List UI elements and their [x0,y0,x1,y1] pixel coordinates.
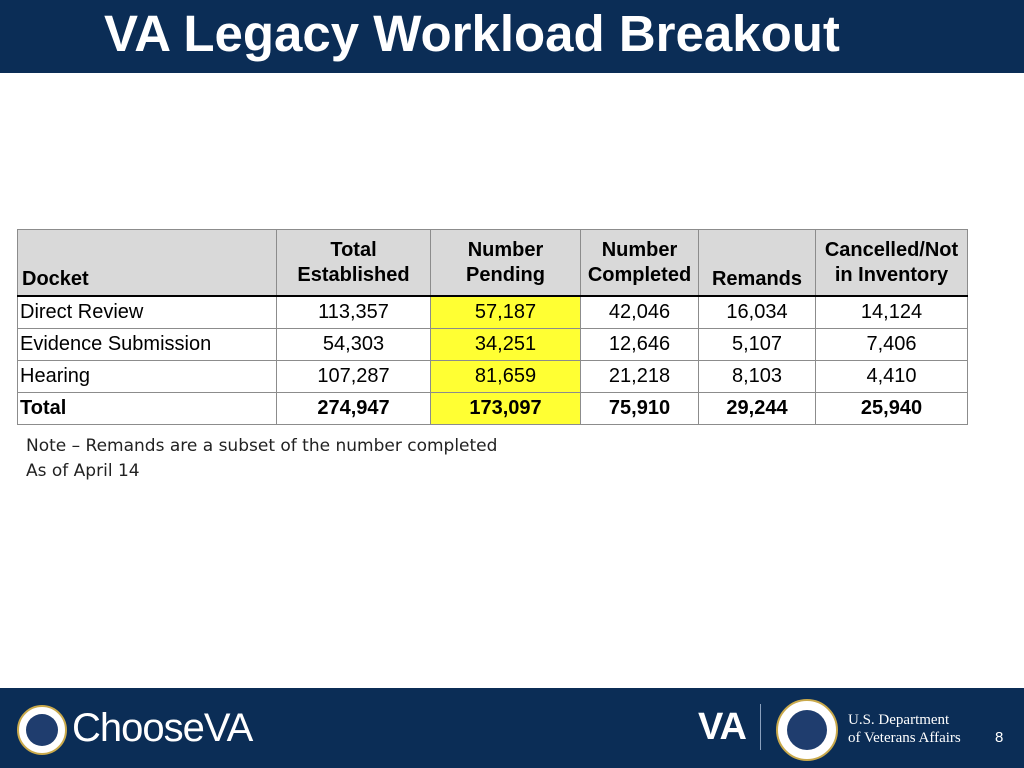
cell-docket: Evidence Submission [18,329,277,361]
cell-number-pending: 173,097 [431,393,581,425]
choose-va-logo [72,703,252,753]
department-seal-icon [776,699,838,761]
note-remands: Note – Remands are a subset of the number completed [26,436,498,456]
table-total-row [18,393,968,425]
cell-remands: 8,103 [699,361,816,393]
cell-cancelled: 7,406 [816,329,968,361]
cell-number-completed: 21,218 [581,361,699,393]
cell-cancelled: 25,940 [816,393,968,425]
cell-number-completed: 75,910 [581,393,699,425]
header-cancelled: Cancelled/Not in Inventory [816,230,968,297]
cell-cancelled: 4,410 [816,361,968,393]
title-bar [0,0,1024,73]
footer-divider [760,704,761,750]
slide-title: VA Legacy Workload Breakout [104,5,840,62]
va-wordmark: VA [698,706,746,748]
choose-va-text: Choose [72,706,204,750]
table-note [26,434,497,484]
cell-total-established: 54,303 [277,329,431,361]
cell-number-completed: 42,046 [581,296,699,329]
header-remands: Remands [699,230,816,297]
choose-va-mark: VA [203,706,253,750]
department-line-2: of Veterans Affairs [848,730,961,746]
cell-number-pending: 57,187 [431,296,581,329]
cell-remands: 29,244 [699,393,816,425]
header-total-established: Total Established [277,230,431,297]
cell-number-pending: 34,251 [431,329,581,361]
cell-total-established: 107,287 [277,361,431,393]
cell-remands: 5,107 [699,329,816,361]
table-row [18,296,968,329]
header-docket: Docket [18,230,277,297]
cell-cancelled: 14,124 [816,296,968,329]
header-number-completed: Number Completed [581,230,699,297]
workload-table [17,229,968,425]
note-as-of-date: As of April 14 [26,461,140,481]
cell-docket: Direct Review [18,296,277,329]
cell-docket: Hearing [18,361,277,393]
va-seal-icon [17,705,67,755]
table-header-row [18,230,968,297]
cell-number-completed: 12,646 [581,329,699,361]
header-number-pending: Number Pending [431,230,581,297]
cell-remands: 16,034 [699,296,816,329]
cell-total-established: 113,357 [277,296,431,329]
department-name [848,711,961,747]
department-line-1: U.S. Department [848,712,950,728]
cell-number-pending: 81,659 [431,361,581,393]
cell-total-established: 274,947 [277,393,431,425]
table-row [18,361,968,393]
page-number: 8 [995,729,1004,746]
cell-docket: Total [18,393,277,425]
table-row [18,329,968,361]
